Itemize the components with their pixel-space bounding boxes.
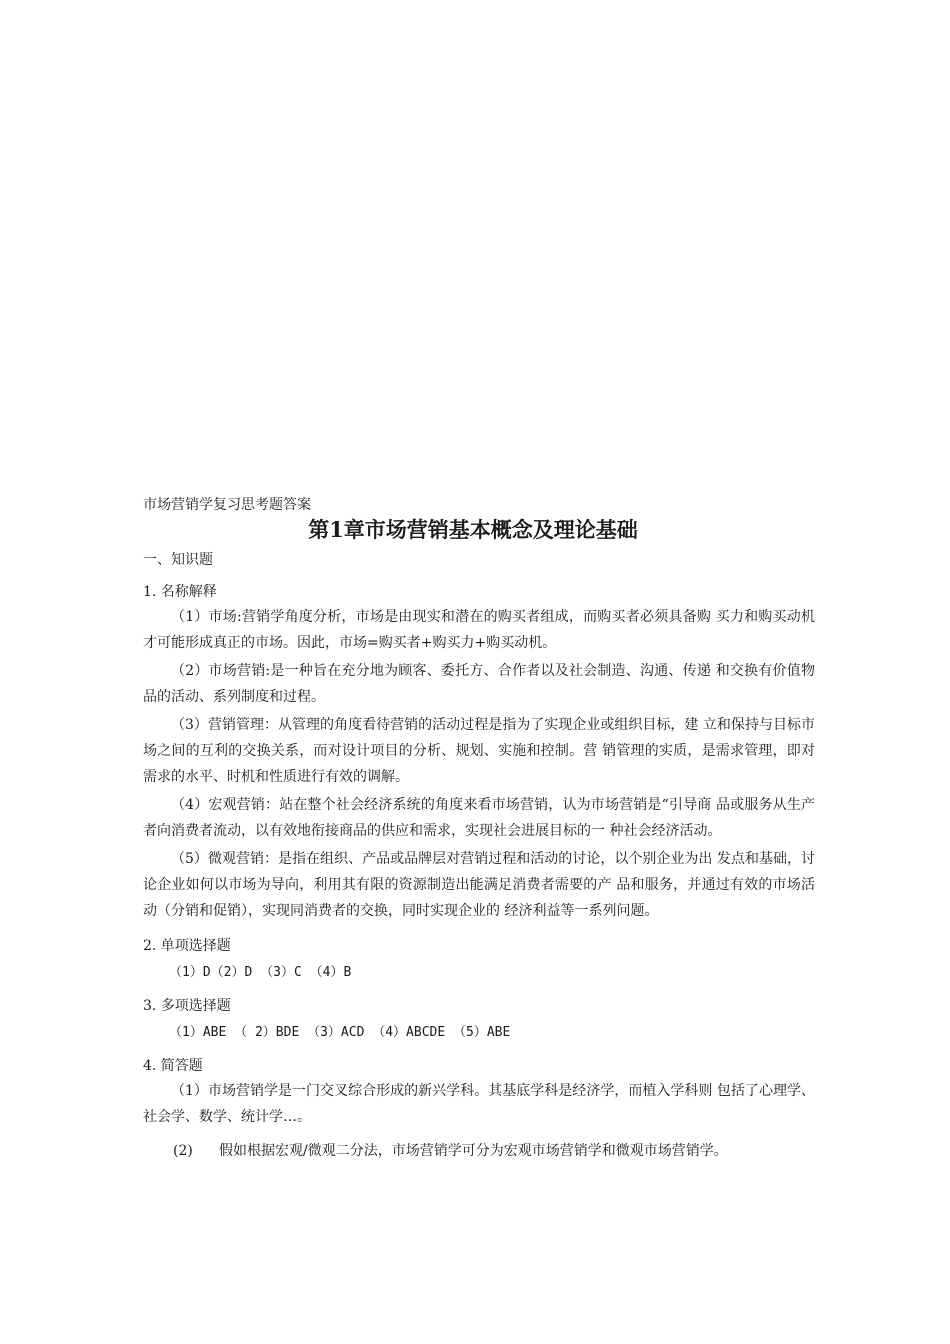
short-answer-2-number: (2) bbox=[173, 1143, 193, 1159]
document-title: 市场营销学复习思考题答案 bbox=[143, 497, 311, 513]
chapter-title: 第1章市场营销基本概念及理论基础 bbox=[308, 517, 638, 542]
definition-market: （1）市场:营销学角度分析，市场是由现实和潜在的购买者组成，而购买者必须具备购 买力和购买动机才可能形成真正的市场。因此，市场=购买者+购买力+购买动机。 bbox=[143, 609, 815, 651]
question-2-heading: 2. 单项选择题 bbox=[143, 938, 231, 954]
section-heading: 一、知识题 bbox=[143, 552, 213, 568]
short-answer-2-text: 假如根据宏观/微观二分法，市场营销学可分为宏观市场营销学和微观市场营销学。 bbox=[219, 1143, 728, 1159]
definition-marketing: （2）市场营销:是一种旨在充分地为顾客、委托方、合作者以及社会制造、沟通、传递 和交换有价值物品的活动、系列制度和过程。 bbox=[143, 663, 815, 705]
single-choice-answers: （1）D（2）D （3）C （4）B bbox=[169, 965, 352, 980]
question-1-heading: 1. 名称解释 bbox=[143, 584, 217, 600]
definition-marketing-management: （3）营销管理：从管理的角度看待营销的活动过程是指为了实现企业或组织目标，建 立和保持与目标市场之间的互利的交换关系，而对设计项目的分析、规划、实施和控制。营 销管理的实质，是需求管理，即对需求的水平、时机和性质进行有效的调解。 bbox=[143, 717, 815, 785]
short-answer-1: （1）市场营销学是一门交叉综合形成的新兴学科。其基底学科是经济学，而植入学科则 包括了心理学、社会学、数学、统计学…。 bbox=[143, 1083, 815, 1125]
definition-macro-marketing: （4）宏观营销：站在整个社会经济系统的角度来看市场营销，认为市场营销是“引导商 品或服务从生产者向消费者流动，以有效地衔接商品的供应和需求，实现社会进展目标的一 种社会经济活动。 bbox=[143, 797, 815, 839]
definition-micro-marketing: （5）微观营销：是指在组织、产品或品牌层对营销过程和活动的讨论，以个别企业为出 发点和基础，讨论企业如何以市场为导向，利用其有限的资源制造出能满足消费者需要的产 品和服务，并通过有效的市场活动（分销和促销），实现同消费者的交换，同时实现企业的 经济利益等一系列问题。 bbox=[143, 851, 815, 919]
question-4-heading: 4. 简答题 bbox=[143, 1058, 203, 1074]
document-page bbox=[143, 496, 815, 1164]
question-3-heading: 3. 多项选择题 bbox=[143, 998, 231, 1014]
short-answer-2 bbox=[143, 1138, 815, 1164]
multiple-choice-answers: （1）ABE （ 2）BDE （3）ACD （4）ABCDE （5）ABE bbox=[169, 1025, 511, 1040]
